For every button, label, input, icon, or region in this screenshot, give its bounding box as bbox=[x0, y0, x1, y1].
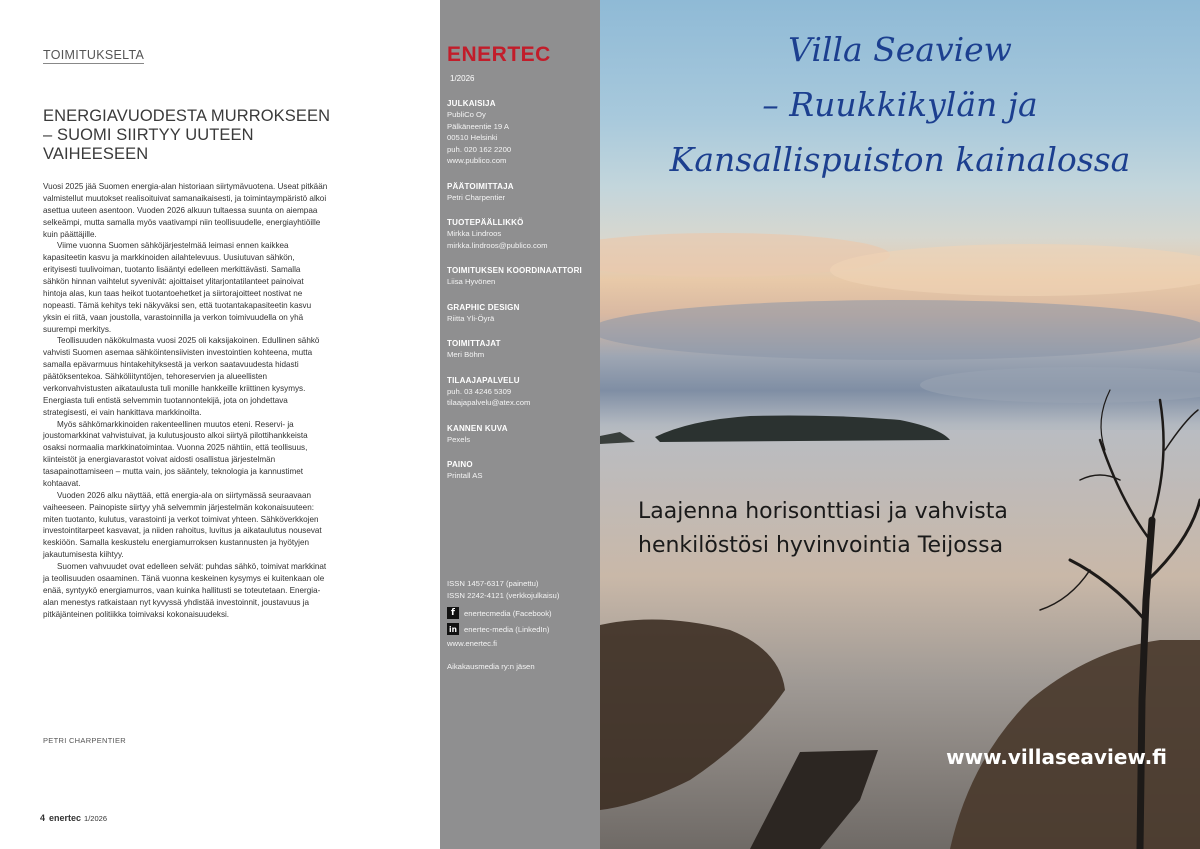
credit-block bbox=[447, 338, 597, 361]
page-folio bbox=[40, 813, 107, 823]
issn-online: ISSN 2242-4121 (verkkojulkaisu) bbox=[447, 590, 560, 600]
credit-line: PubliCo Oy bbox=[447, 110, 486, 119]
credit-block bbox=[447, 265, 597, 288]
credit-heading: PAINO bbox=[447, 460, 473, 469]
brand-logo: ENERTEC bbox=[447, 43, 551, 66]
ad-title-line: Kansallispuiston kainalossa bbox=[669, 140, 1131, 179]
cloud-band bbox=[920, 367, 1200, 403]
membership-note: Aikakausmedia ry:n jäsen bbox=[447, 662, 535, 671]
editorial-page bbox=[0, 0, 440, 849]
credit-line: Mirkka Lindroos bbox=[447, 229, 502, 238]
linkedin-label[interactable]: enertec-media (LinkedIn) bbox=[464, 624, 550, 634]
facebook-icon: f bbox=[447, 607, 459, 619]
credit-block bbox=[447, 423, 597, 446]
social-linkedin[interactable] bbox=[447, 621, 552, 637]
credit-heading: TOIMITTAJAT bbox=[447, 339, 501, 348]
ad-subtitle bbox=[638, 495, 1008, 563]
ad-website-link[interactable]: www.villaseaview.fi bbox=[946, 745, 1167, 769]
credit-heading: JULKAISIJA bbox=[447, 99, 496, 108]
ad-subtitle-line: Laajenna horisonttiasi ja vahvista bbox=[638, 499, 1008, 524]
island-silhouette bbox=[655, 416, 950, 443]
social-facebook[interactable] bbox=[447, 605, 552, 621]
credit-heading: KANNEN KUVA bbox=[447, 423, 508, 433]
credit-block bbox=[447, 459, 597, 482]
credit-line: Petri Charpentier bbox=[447, 192, 506, 202]
credit-heading: TILAAJAPALVELU bbox=[447, 375, 520, 385]
advertisement-page bbox=[600, 0, 1200, 849]
credit-block bbox=[447, 98, 597, 167]
masthead-column bbox=[440, 0, 600, 849]
editorial-headline bbox=[43, 107, 343, 164]
paragraph: Suomen vahvuudet ovat edelleen selvät: puhdas sähkö, toimivat markkinat ja teollisuuden osaaminen. Tänä vuonna keskeinen kysymys ei kuitenkaan ole enää, syntyykö energiamurros, vaan kuinka hallitusti se toteutetaan. Energia-alan menestys ratkaistaan nyt kyvyssä yhdistää investoinnit, joustavuus ja pitkäjänteinen politiikka toimivaksi kokonaisuudeksi. bbox=[43, 562, 327, 619]
credit-line: puh. 020 162 2200 bbox=[447, 144, 512, 154]
credit-line: 00510 Helsinki bbox=[447, 133, 498, 142]
credit-heading: TOIMITUKSEN KOORDINAATTORI bbox=[447, 266, 582, 275]
folio-magazine: enertec bbox=[49, 813, 82, 823]
issn-block bbox=[447, 578, 559, 601]
headline-line: ENERGIAVUODESTA MURROKSEEN bbox=[43, 107, 331, 125]
author-name: PETRI CHARPENTIER bbox=[43, 736, 127, 745]
paragraph: Vuoden 2026 alku näyttää, että energia-ala on siirtymässä seuraavaan vaiheeseen. Painopiste siirtyy yhä selvemmin järjestelmän kokonaisuuteen: miten tuotanto, kulutus, varastointi ja verkot toimivat yhteen. Sähköverkkojen investointitarpeet kasvavat, ja niiden rahoitus, luvitus ja aikataulutus nousevat keskiöön. Samalla keskustelu energiamurroksen kustannusten ja hyötyjen jakautumisesta kiihtyy. bbox=[43, 490, 322, 560]
paragraph: Myös sähkömarkkinoiden rakenteellinen muutos eteni. Reservi- ja joustomarkkinat vahvistuivat, ja kulutusjousto alkoi siirtyä pilottihankkeista osaksi normaalia markkinatoimintaa. Vuonna 2025 nähtiin, että teollisuus, kiinteistöt ja energiavarastot voivat aidosti osallistua järjestelmän tasapainottamiseen – mutta vain, jos sääntely, teknologia ja kannustimet kohtaavat. bbox=[43, 419, 308, 488]
social-links bbox=[447, 605, 552, 637]
ad-title-line: Villa Seaview bbox=[788, 30, 1012, 69]
paragraph: Viime vuonna Suomen sähköjärjestelmää leimasi ennen kaikkea kapasiteetin kasvu ja markkinoiden ailahtelevuus. Uusiutuvan sähkön, erityisesti tuulivoiman, tuotanto lisääntyi edelleen merkittävästi. Samalla sähkön hinnan vaihtelut syvenivät: ajoittaiset ylitarjontatilanteet painoivat hintoja alas, kun taas heikot tuotantoehetket ja siirtorajoitteet nostivat ne nopeasti. Tämä kehitys teki näkyväksi sen, että tuotantakapasiteetin kasvu yksin ei riitä, vaan joustolla, varastoinnilla ja verkon toimivuudella on yhä suurempi merkitys. bbox=[43, 241, 312, 334]
issue-number: 1/2026 bbox=[450, 74, 475, 83]
credit-line: tilaajapalvelu@atex.com bbox=[447, 398, 531, 407]
website-link[interactable]: www.enertec.fi bbox=[447, 639, 497, 648]
credit-line: Pexels bbox=[447, 434, 471, 444]
credit-line: puh. 03 4246 5309 bbox=[447, 386, 512, 396]
credit-block bbox=[447, 181, 597, 204]
credit-block bbox=[447, 217, 597, 251]
credit-line: mirkka.lindroos@publico.com bbox=[447, 240, 548, 250]
credit-block bbox=[447, 375, 597, 409]
credit-line: Pälkäneentie 19 A bbox=[447, 121, 509, 131]
headline-line: VAIHEESEEN bbox=[43, 145, 149, 163]
page-number: 4 bbox=[40, 813, 46, 823]
ad-title-line: – Ruukkikylän ja bbox=[762, 85, 1038, 124]
credit-heading: TUOTEPÄÄLLIKKÖ bbox=[447, 218, 524, 227]
ad-subtitle-line: henkilöstösi hyvinvointia Teijossa bbox=[638, 533, 1004, 558]
issn-print: ISSN 1457-6317 (painettu) bbox=[447, 579, 539, 588]
paragraph: Teollisuuden näkökulmasta vuosi 2025 oli kaksijakoinen. Edullinen sähkö vahvisti Suomen asemaa sähköintensiivisten investointien kohteena, mutta samalla epävarmuus hintakehityksestä ja verkon saatavuudesta hidasti päätöksentekoa. Sähköliityntöjen, tehoreservien ja alueellisten verkonvahvistusten aikataulusta tuli monille hankkeille kriittinen kysymys. Energiasta tuli entistä selvemmin tuotannontekijä, jota on johdettava strategisesti, ei vain hankittava markkinoilta. bbox=[43, 336, 320, 417]
credit-line: www.publico.com bbox=[447, 156, 507, 165]
credit-line: Liisa Hyvönen bbox=[447, 277, 496, 286]
linkedin-icon: in bbox=[447, 623, 459, 635]
ad-title bbox=[600, 22, 1200, 187]
credit-heading: GRAPHIC DESIGN bbox=[447, 302, 520, 312]
credit-block bbox=[447, 302, 597, 325]
cloud-band bbox=[600, 300, 1200, 360]
credit-line: Printall AS bbox=[447, 471, 483, 480]
section-label: TOIMITUKSELTA bbox=[43, 48, 145, 62]
credits-list bbox=[447, 98, 597, 496]
credit-line: Riitta Yli-Öyrä bbox=[447, 313, 495, 323]
facebook-label[interactable]: enertecmedia (Facebook) bbox=[464, 608, 552, 618]
folio-issue: 1/2026 bbox=[84, 814, 107, 823]
paragraph: Vuosi 2025 jää Suomen energia-alan historiaan siirtymävuotena. Useat pitkään valmistellut muutokset realisoituivat samanaikaisesti, ja toimintaympäristö alkoi asettua uuteen asentoon. Vuoden 2026 alkuun tultaessa suunta on aiempaa selkeämpi, mutta samalla myös vaativampi niin teollisuudelle, energiayhtiöille kuin päättäjille. bbox=[43, 182, 328, 239]
credit-heading: PÄÄTOIMITTAJA bbox=[447, 181, 514, 191]
editorial-body bbox=[43, 181, 328, 620]
headline-line: – SUOMI SIIRTYY UUTEEN bbox=[43, 126, 254, 144]
credit-line: Meri Böhm bbox=[447, 350, 485, 359]
